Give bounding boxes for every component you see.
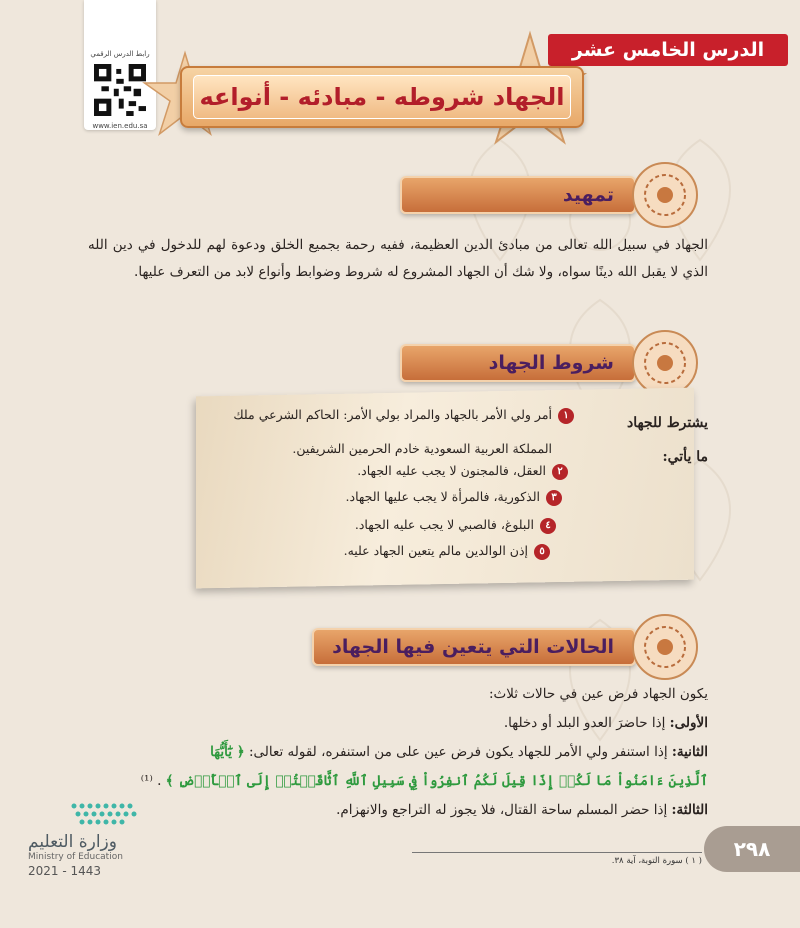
case-label: الأولى: (669, 715, 708, 731)
section-heading-label: الحالات التي يتعين فيها الجهاد (332, 636, 614, 658)
case-text: إذا حاضرَ العدو البلد أو دخلها. (503, 715, 666, 731)
lesson-badge: الدرس الخامس عشر (548, 34, 788, 66)
qr-caption: رابط الدرس الرقمي (90, 50, 150, 58)
conditions-lead-line: يشترط للجهاد (626, 415, 708, 431)
page-number: ٢٩٨ (704, 826, 800, 872)
list-item-continuation (192, 438, 552, 460)
number-bullet: ٢ (552, 464, 568, 480)
case-label: الثانية: (671, 744, 708, 760)
condition-text: أمر ولي الأمر بالجهاد والمراد بولي الأمر: الحاكم الشرعي ملك (233, 407, 552, 422)
number-bullet: ٥ (534, 544, 550, 560)
case-text: إذا استنفر ولي الأمر للجهاد يكون فرض عين على من استنفره، لقوله تعالى: (248, 744, 668, 760)
number-bullet: ١ (558, 408, 574, 424)
case-item (88, 796, 708, 825)
condition-text: الذكورية، فالمرأة لا يجب عليها الجهاد. (345, 489, 540, 504)
condition-text: العقل، فالمجنون لا يجب عليه الجهاد. (357, 463, 546, 478)
ministry-name-arabic: وزارة التعليم (28, 832, 117, 852)
ministry-dots-icon (68, 800, 152, 828)
verse-reference: . ⁽¹⁾ (140, 773, 162, 789)
ministry-logo (28, 800, 158, 878)
condition-text: المملكة العربية السعودية خادم الحرمين الشريفين. (292, 441, 552, 456)
conditions-lead (598, 410, 708, 470)
section-heading-label: شروط الجهاد (488, 352, 614, 374)
quran-verse: ﴿ يَٰٓأَيُّهَا (210, 744, 245, 760)
case-item (88, 709, 708, 738)
lesson-title-banner (180, 66, 584, 128)
list-item (250, 540, 550, 562)
footnote: ( ١ ) سورة التوبة، آية ٣٨. (611, 856, 702, 866)
condition-text: إذن الوالدين مالم يتعين الجهاد عليه. (343, 543, 528, 558)
qr-url[interactable]: www.ien.edu.sa (92, 122, 148, 130)
footnote-divider (412, 852, 702, 853)
mandala-ornament-icon (630, 612, 700, 682)
list-item (262, 486, 562, 508)
condition-text: البلوغ، فالصبي لا يجب عليه الجهاد. (354, 517, 534, 532)
intro-paragraph: الجهاد في سبيل الله تعالى من مبادئ الدين العظيمة، ففيه رحمة بجميع الخلق ودعوة لهم للدخول في دين الله الذي لا يقبل الله دينًا سواه، ولا شك أن الجهاد المشروع له شروط وضوابط وأنواع لابد من التعرف عليها. (88, 237, 708, 280)
list-item (268, 460, 568, 482)
cases-block (88, 680, 708, 825)
quran-verse: ٱلَّذِينَ ءَامَنُواْ مَا لَكُمۡ إِذَا قِيلَ لَكُمُ ٱنفِرُواْ فِي سَبِيلِ ٱللَّهِ ٱثَّاقَلۡتُمۡ إِلَى ٱلۡأَرۡضِ ﴾ (165, 773, 708, 789)
qr-code-icon[interactable] (94, 64, 146, 116)
mandala-ornament-icon (630, 160, 700, 230)
ministry-name-english: Ministry of Education (28, 852, 123, 862)
case-item-verse (88, 767, 708, 796)
section-heading-label: تمهيد (562, 184, 614, 206)
case-item (88, 738, 708, 767)
list-item (256, 514, 556, 536)
edition-year: 2021 - 1443 (28, 864, 102, 878)
list-item (194, 404, 574, 426)
case-text: إذا حضر المسلم ساحة القتال، فلا يجوز له التراجع والانهزام. (336, 802, 668, 818)
section-heading-conditions (400, 344, 636, 382)
number-bullet: ٤ (540, 518, 556, 534)
case-label: الثالثة: (671, 802, 708, 818)
lesson-title: الجهاد شروطه - مبادئه - أنواعه (193, 75, 571, 119)
section-heading-intro (400, 176, 636, 214)
section-heading-cases (312, 628, 636, 666)
number-bullet: ٣ (546, 490, 562, 506)
cases-intro: يكون الجهاد فرض عين في حالات ثلاث: (488, 686, 708, 702)
conditions-lead-line: ما يأتي: (662, 449, 708, 465)
